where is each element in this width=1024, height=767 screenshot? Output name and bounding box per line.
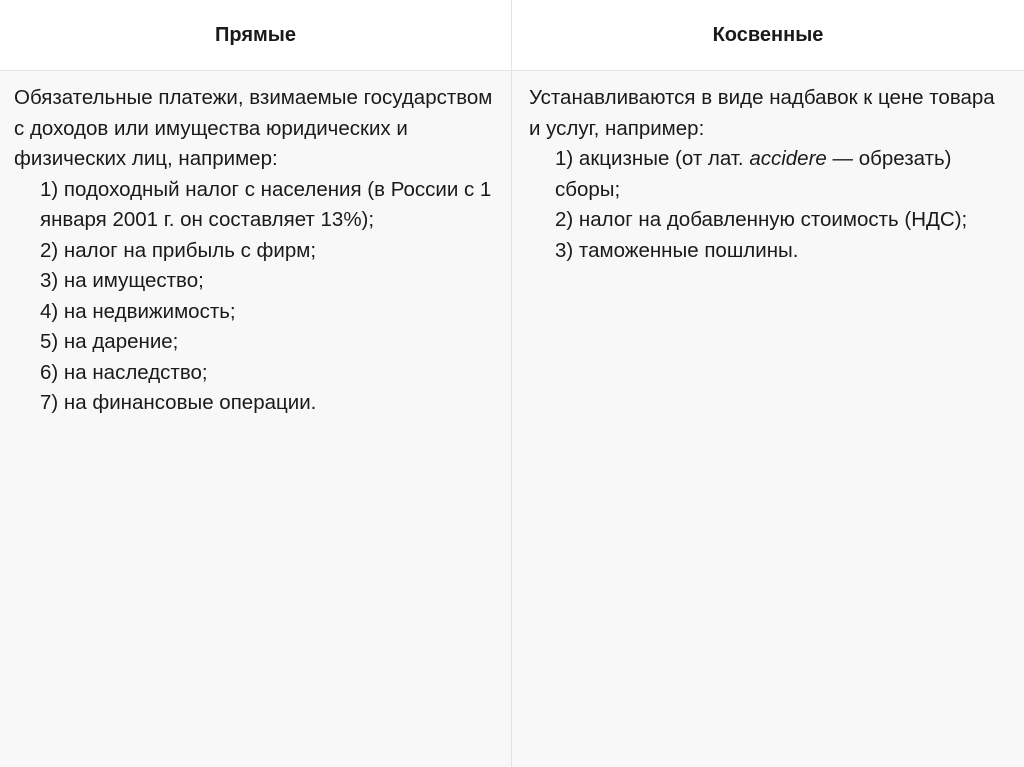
indirect-intro: Устанавливаются в виде надбавок к цене товара и услуг, например: [529,86,995,140]
indirect-item: 2) налог на добавленную стоимость (НДС); [555,208,968,231]
direct-list [14,175,495,419]
direct-item: 6) на наследство; [40,360,208,384]
header-direct: Прямые [0,0,512,71]
indirect-item [555,144,1008,205]
indirect-item-1-latin: accidere [749,147,827,170]
cell-direct [0,71,512,767]
direct-intro: Обязательные платежи, взимаемые государством с доходов или имущества юридических и физических лиц, например: [14,86,493,170]
header-indirect: Косвенные [512,0,1024,71]
direct-item: 3) на имущество; [40,269,204,292]
direct-item: 5) на дарение; [40,330,179,353]
direct-item: 1) подоходный налог с населения (в России с 1 января 2001 г. он составляет 13%); [40,177,492,231]
direct-item: 4) на недвижимость; [40,299,236,323]
direct-item: 2) налог на прибыль с фирм; [40,238,317,262]
indirect-item-1-pre: 1) акцизные (от лат. [555,147,750,170]
indirect-item: 3) таможенные пошлины. [555,238,799,262]
indirect-list [529,144,1008,266]
cell-indirect [512,71,1024,767]
direct-item: 7) на финансовые операции. [40,391,317,414]
indirect-item-1-post: — обрезать) сборы; [555,147,952,201]
